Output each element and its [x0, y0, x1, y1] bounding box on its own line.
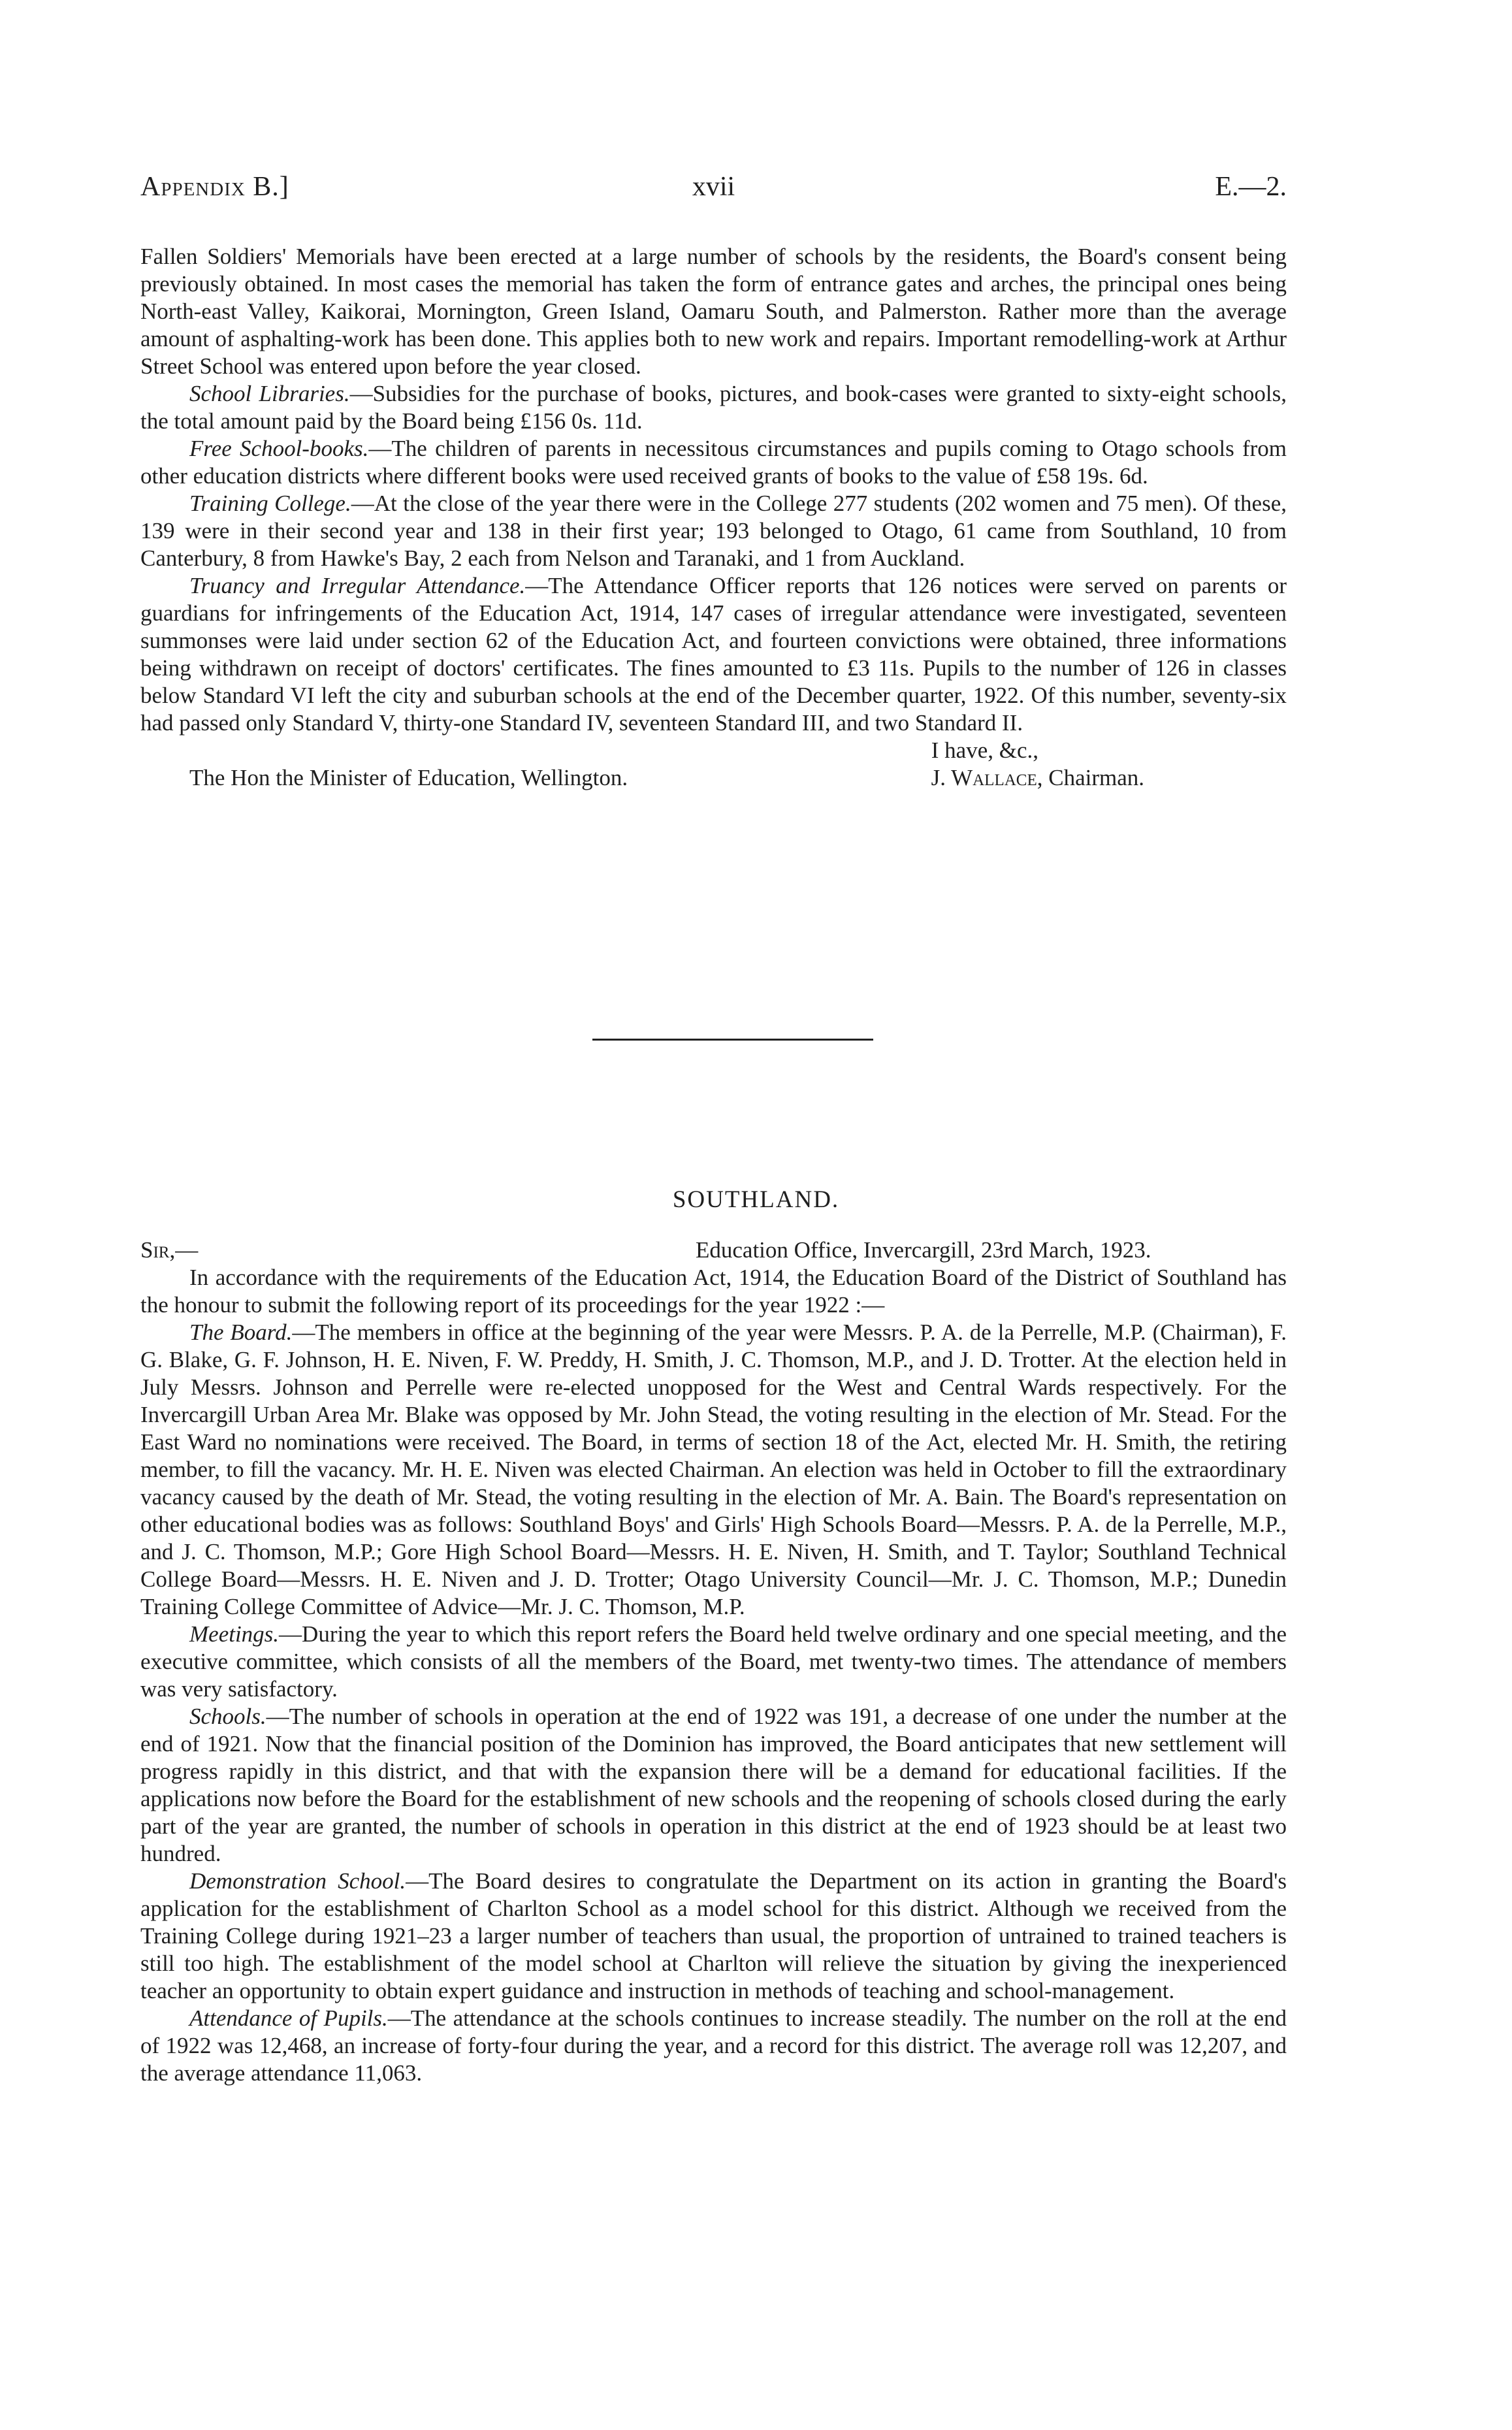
paragraph-memorials: Fallen Soldiers' Memorials have been erected at a large number of schools by the residents, the Board's consent being previously obtained. In most cases the memorial has taken the form of entrance gates and arches, the principal ones being North-east Valley, Kaikorai, Mornington, Green Island, Oamaru South, and Palmerston. Rather more than the average amount of asphalting-work has been done. This applies both to new work and repairs. Important remodelling-work at Arthur Street School was entered upon before the year closed.	[140, 244, 1287, 379]
page-number: xvii	[692, 172, 735, 202]
heading-school-libraries: School Libraries.	[189, 381, 350, 406]
signatory-name: J. Wallace	[931, 765, 1037, 790]
paragraph-truancy	[140, 572, 1287, 737]
text-demonstration-school: —The Board desires to congratulate the Department on its action in granting the Board's application for the establishment of Charlton School as a model school for this district. Although we received from the Training College during 1921–23 a larger number of teachers than usual, the proportion of untrained to trained teachers is still too high. The establishment of the model school at Charlton will relieve the situation by giving the inexperienced teacher an opportunity to obtain expert guidance and instruction in methods of teaching and school-management.	[140, 1868, 1287, 2003]
paragraph-free-school-books	[140, 435, 1287, 490]
heading-demonstration-school: Demonstration School.	[189, 1868, 406, 1894]
text-attendance: —The attendance at the schools continues to increase steadily. The number on the roll at the end of 1922 was 12,468, an increase of forty-four during the year, and a record for this district. The average roll was 12,207, and the average attendance 11,063.	[140, 2005, 1287, 2086]
text-schools: —The number of schools in operation at the end of 1922 was 191, a decrease of one under the number at the end of 1921. Now that the financial position of the Dominion has improved, the Board anticipates that new settlement will progress rapidly in this district, and that with the expansion there will be a demand for educational facilities. If the applications now before the Board for the establishment of new schools and the reopening of schools closed during the early part of the year are granted, the number of schools in operation in this district at the end of 1923 should be at least two hundred.	[140, 1704, 1287, 1866]
heading-the-board: The Board.	[189, 1320, 293, 1345]
text-the-board: —The members in office at the beginning of the year were Messrs. P. A. de la Perrelle, M.P. (Chairman), F. G. Blake, G. F. Johnson, H. E. Niven, F. W. Preddy, H. Smith, J. C. Thomson, M.P., and J. D. Trotter. At the election held in July Messrs. Johnson and Perrelle were re-elected unopposed for the West and Central Wards respectively. For the Invercargill Urban Area Mr. Blake was opposed by Mr. John Stead, the voting resulting in the election of Mr. Stead. For the East Ward no nominations were received. The Board, in terms of section 18 of the Act, elected Mr. H. Smith, the retiring member, to fill the vacancy. Mr. H. E. Niven was elected Chairman. An election was held in October to fill the extraordinary vacancy caused by the death of Mr. Stead, the voting resulting in the election of Mr. A. Bain. The Board's representation on other educational bodies was as follows: Southland Boys' and Girls' High Schools Board—Messrs. P. A. de la Perrelle, M.P., and J. C. Thomson, M.P.; Gore High School Board—Messrs. H. E. Niven, H. Smith, and T. Taylor; Southland Technical College Board—Messrs. H. E. Niven and J. D. Trotter; Otago University Council—Mr. J. C. Thomson, M.P.; Dunedin Training College Committee of Advice—Mr. J. C. Thomson, M.P.	[140, 1320, 1287, 1619]
southland-report-section	[140, 1237, 1287, 2087]
text-free-school-books: —The children of parents in necessitous circumstances and pupils coming to Otago schools from other education districts where different books were used received grants of books to the value of £58 19s. 6d.	[140, 436, 1287, 489]
page-header	[140, 171, 1287, 210]
heading-truancy: Truancy and Irregular Attendance.	[189, 573, 526, 598]
paragraph-school-libraries	[140, 380, 1287, 435]
paragraph-intro: In accordance with the requirements of the Education Act, 1914, the Education Board of the District of Southland has the honour to submit the following report of its proceedings for the year 1922 :—	[140, 1265, 1287, 1318]
signatory-title: , Chairman.	[1037, 765, 1144, 790]
paragraph-meetings	[140, 1621, 1287, 1703]
text-school-libraries: —Subsidies for the purchase of books, pictures, and book-cases were granted to sixty-eight schools, the total amount paid by the Board being £156 0s. 11d.	[140, 381, 1287, 434]
text-meetings: —During the year to which this report refers the Board held twelve ordinary and one special meeting, and the executive committee, which consists of all the members of the Board, met twenty-two times. The attendance of members was very satisfactory.	[140, 1621, 1287, 1702]
closing-line: I have, &c.,	[931, 737, 1038, 763]
signature-line	[140, 764, 1287, 792]
paragraph-schools	[140, 1703, 1287, 1868]
otago-report-section	[140, 243, 1287, 792]
text-truancy: —The Attendance Officer reports that 126 notices were served on parents or guardians for infringements of the Education Act, 1914, 147 cases of irregular attendance were investigated, seventeen summonses were laid under section 62 of the Education Act, and fourteen convictions were obtained, three informations being withdrawn on receipt of doctors' certificates. The fines amounted to £3 11s. Pupils to the number of 126 in classes below Standard VI left the city and suburban schools at the end of the December quarter, 1922. Of this number, seventy-six had passed only Standard V, thirty-one Standard IV, seventeen Standard III, and two Standard II.	[140, 573, 1287, 736]
section-divider	[592, 1039, 873, 1041]
heading-meetings: Meetings.	[189, 1621, 280, 1647]
paragraph-demonstration-school	[140, 1868, 1287, 2005]
paragraph-training-college	[140, 490, 1287, 572]
heading-schools: Schools.	[189, 1704, 266, 1729]
paragraph-the-board	[140, 1319, 1287, 1621]
appendix-label: Appendix B.]	[140, 172, 289, 202]
signatory	[931, 764, 1144, 792]
addressee: The Hon the Minister of Education, Wellington.	[189, 765, 628, 790]
salutation: Sir,—	[140, 1237, 199, 1263]
document-code: E.—2.	[1215, 172, 1287, 202]
section-title-southland: SOUTHLAND.	[672, 1186, 840, 1213]
salutation-line	[140, 1237, 1287, 1264]
heading-free-school-books: Free School-books.	[189, 436, 369, 461]
office-address-date: Education Office, Invercargill, 23rd March, 1923.	[696, 1237, 1151, 1263]
heading-attendance: Attendance of Pupils.	[189, 2005, 388, 2031]
paragraph-attendance	[140, 2005, 1287, 2087]
text-training-college: —At the close of the year there were in the College 277 students (202 women and 75 men). Of these, 139 were in their second year and 138 in their first year; 193 belonged to Otago, 61 came from Southland, 10 from Canterbury, 8 from Hawke's Bay, 2 each from Nelson and Taranaki, and 1 from Auckland.	[140, 491, 1287, 571]
heading-training-college: Training College.	[189, 491, 351, 516]
